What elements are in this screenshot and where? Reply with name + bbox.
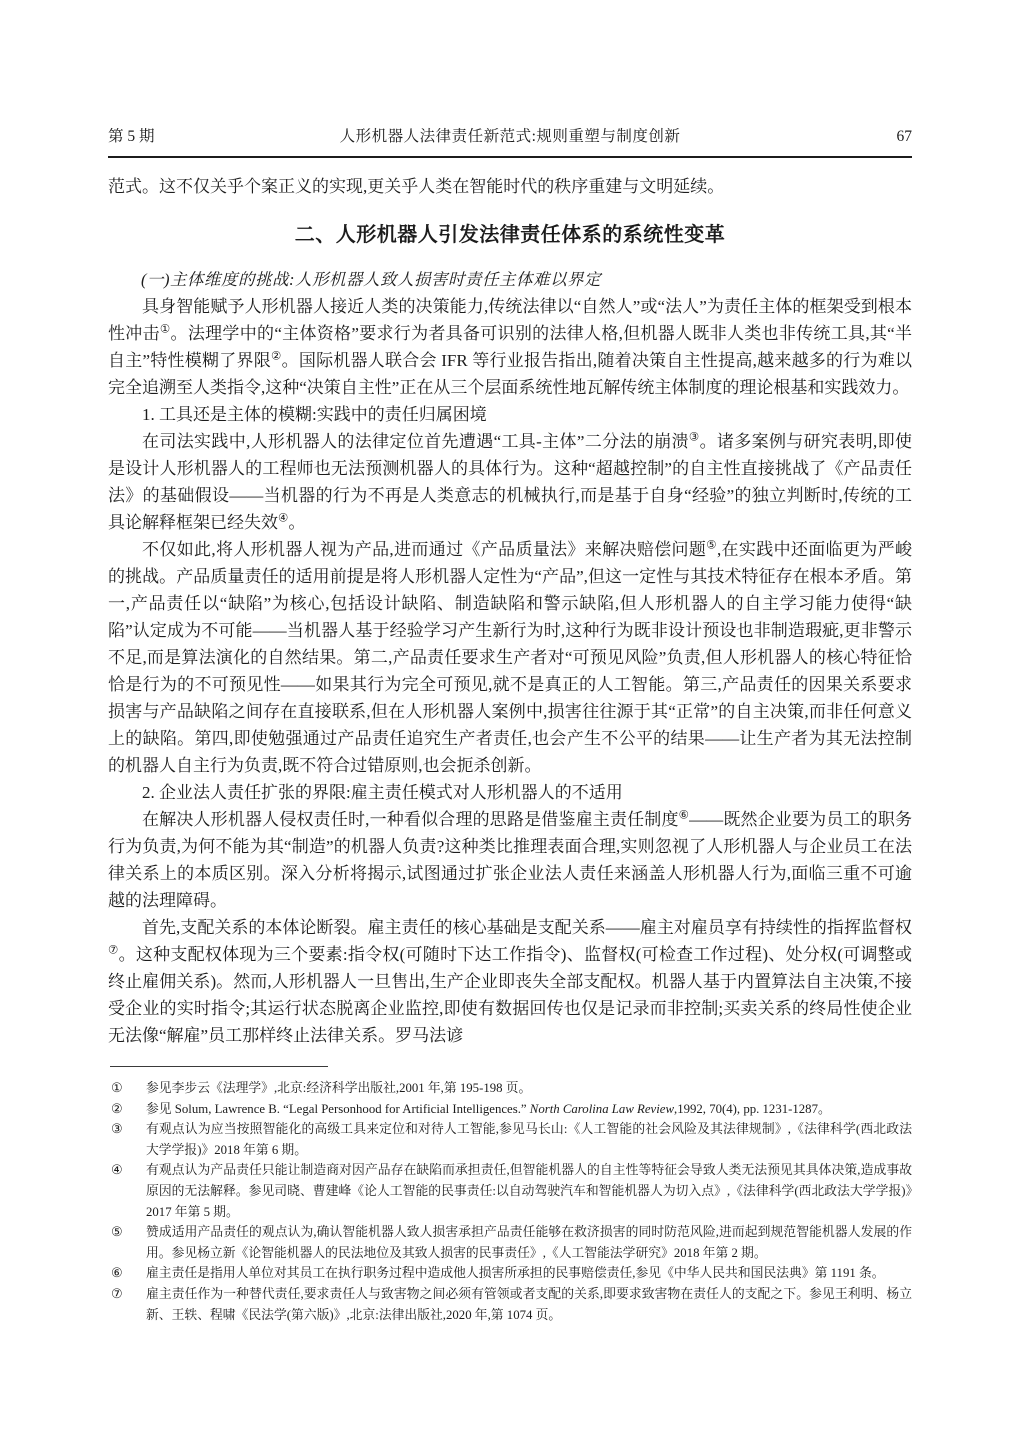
page-header (108, 126, 912, 148)
footnote (108, 1263, 912, 1284)
footnote-text: 参见 Solum, Lawrence B. “Legal Personhood for Artificial Intelligences.” North Carolina Law Review,1992, 70(4), pp. 1231-1287。 (146, 1101, 831, 1116)
footnote-marker: ③ (111, 1122, 123, 1137)
footnotes-section (108, 1066, 912, 1325)
footnote-text: 雇主责任是指用人单位对其员工在执行职务过程中造成他人损害所承担的民事赔偿责任,参见《中华人民共和国民法典》第 1191 条。 (146, 1266, 885, 1281)
paragraph-continuation: 范式。这不仅关乎个案正义的实现,更关乎人类在智能时代的秩序重建与文明延续。 (108, 177, 725, 196)
footnote (108, 1078, 912, 1099)
footnote-list (108, 1078, 912, 1325)
section-heading: 二、人形机器人引发法律责任体系的系统性变革 (294, 224, 726, 246)
footnote (108, 1099, 912, 1120)
running-title: 人形机器人法律责任新范式:规则重塑与制度创新 (339, 128, 681, 145)
footnote-text: 有观点认为产品责任只能让制造商对因产品存在缺陷而承担责任,但智能机器人的自主性等特征会导致人类无法预见其具体决策,造成事故原因的无法解释。参见司晓、曹建峰《论人工智能的民事责任:以自动驾驶汽车和智能机器人为切入点》,《法律科学(西北政法大学学报)》2017 年第 5 期。 (146, 1163, 912, 1219)
header-rule (108, 156, 912, 158)
footnote (108, 1284, 912, 1325)
footnote (108, 1160, 912, 1222)
footnote (108, 1222, 912, 1263)
footnote-text: 赞成适用产品责任的观点认为,确认智能机器人致人损害承担产品责任能够在救济损害的同时防范风险,进而起到规范智能机器人发展的作用。参见杨立新《论智能机器人的民法地位及其致人损害的民事责任》,《人工智能法学研究》2018 年第 2 期。 (146, 1225, 912, 1260)
footnote-text: 参见李步云《法理学》,北京:经济科学出版社,2001 年,第 195-198 页。 (146, 1081, 532, 1095)
footnote-divider (110, 1066, 328, 1067)
footnote-text: 有观点认为应当按照智能化的高级工具来定位和对待人工智能,参见马长山:《人工智能的社会风险及其法律规制》,《法律科学(西北政法大学学报)》2018 年第 6 期。 (146, 1122, 912, 1157)
footnote-text: 雇主责任作为一种替代责任,要求责任人与致害物之间必须有管领或者支配的关系,即要求致害物在责任人的支配之下。参见王利明、杨立新、王轶、程啸《民法学(第六版)》,北京:法律出版社,2020 年,第 1074 页。 (146, 1286, 912, 1322)
page-number: 67 (896, 128, 912, 145)
article-body (108, 173, 912, 1049)
footnote-marker: ⑦ (111, 1286, 123, 1301)
item-heading-2: 2. 企业法人责任扩张的界限:雇主责任模式对人形机器人的不适用 (142, 783, 623, 802)
paragraph: 在解决人形机器人侵权责任时,一种看似合理的思路是借鉴雇主责任制度⑥——既然企业要为员工的职务行为负责,为何不能为其“制造”的机器人负责?这种类比推理表面合理,实则忽视了人形机器人与企业员工在法律关系上的本质区别。深入分析将揭示,试图通过扩张企业法人责任来涵盖人形机器人行为,面临三重不可逾越的法理障碍。 (108, 808, 913, 910)
paragraph: 具身智能赋予人形机器人接近人类的决策能力,传统法律以“自然人”或“法人”为责任主体的框架受到根本性冲击①。法理学中的“主体资格”要求行为者具备可识别的法律人格,但机器人既非人类也非传统工具,其“半自主”特性模糊了界限②。国际机器人联合会 IFR 等行业报告指出,随着决策自主性提高,越来越多的行为难以完全追溯至人类指令,这种“决策自主性”正在从三个层面系统性地瓦解传统主体制度的理论根基和实践效力。 (108, 297, 913, 397)
footnote-marker: ④ (111, 1163, 123, 1178)
paragraph: 不仅如此,将人形机器人视为产品,进而通过《产品质量法》来解决赔偿问题⑤,在实践中还面临更为严峻的挑战。产品质量责任的适用前提是将人形机器人定性为“产品”,但这一定性与其技术特征存在根本矛盾。第一,产品责任以“缺陷”为核心,包括设计缺陷、制造缺陷和警示缺陷,但人形机器人的自主学习能力使得“缺陷”认定成为不可能——当机器人基于经验学习产生新行为时,这种行为既非设计预设也非制造瑕疵,更非警示不足,而是算法演化的自然结果。第二,产品责任要求生产者对“可预见风险”负责,但人形机器人的核心特征恰恰是行为的不可预见性——如果其行为完全可预见,就不是真正的人工智能。第三,产品责任的因果关系要求损害与产品缺陷之间存在直接联系,但在人形机器人案例中,损害往往源于其“正常”的自主决策,而非任何意义上的缺陷。第四,即使勉强通过产品责任追究生产者责任,也会产生不公平的结果——让生产者为其无法控制的机器人自主行为负责,既不符合过错原则,也会扼杀创新。 (108, 538, 913, 775)
footnote-marker: ⑥ (111, 1266, 123, 1281)
paragraph: 在司法实践中,人形机器人的法律定位首先遭遇“工具-主体”二分法的崩溃③。诸多案例与研究表明,即使是设计人形机器人的工程师也无法预测机器人的具体行为。这种“超越控制”的自主性直接挑战了《产品责任法》的基础假设——当机器的行为不再是人类意志的机械执行,而是基于自身“经验”的独立判断时,传统的工具论解释框架已经失效④。 (108, 430, 912, 532)
paragraph: 首先,支配关系的本体论断裂。雇主责任的核心基础是支配关系——雇主对雇员享有持续性的指挥监督权⑦。这种支配权体现为三个要素:指令权(可随时下达工作指令)、监督权(可检查工作过程)、处分权(可调整或终止雇佣关系)。然而,人形机器人一旦售出,生产企业即丧失全部支配权。机器人基于内置算法自主决策,不接受企业的实时指令;其运行状态脱离企业监控,即使有数据回传也仅是记录而非控制;买卖关系的终局性使企业无法像“解雇”员工那样终止法律关系。罗马法谚 (108, 918, 912, 1045)
issue-number: 第 5 期 (108, 128, 155, 145)
footnote (108, 1119, 912, 1160)
footnote-marker: ⑤ (111, 1225, 123, 1240)
footnote-marker: ② (111, 1101, 123, 1116)
footnote-marker: ① (111, 1081, 123, 1095)
subsection-heading: (一)主体维度的挑战:人形机器人致人损害时责任主体难以界定 (141, 270, 601, 289)
item-heading-1: 1. 工具还是主体的模糊:实践中的责任归属困境 (142, 405, 487, 424)
